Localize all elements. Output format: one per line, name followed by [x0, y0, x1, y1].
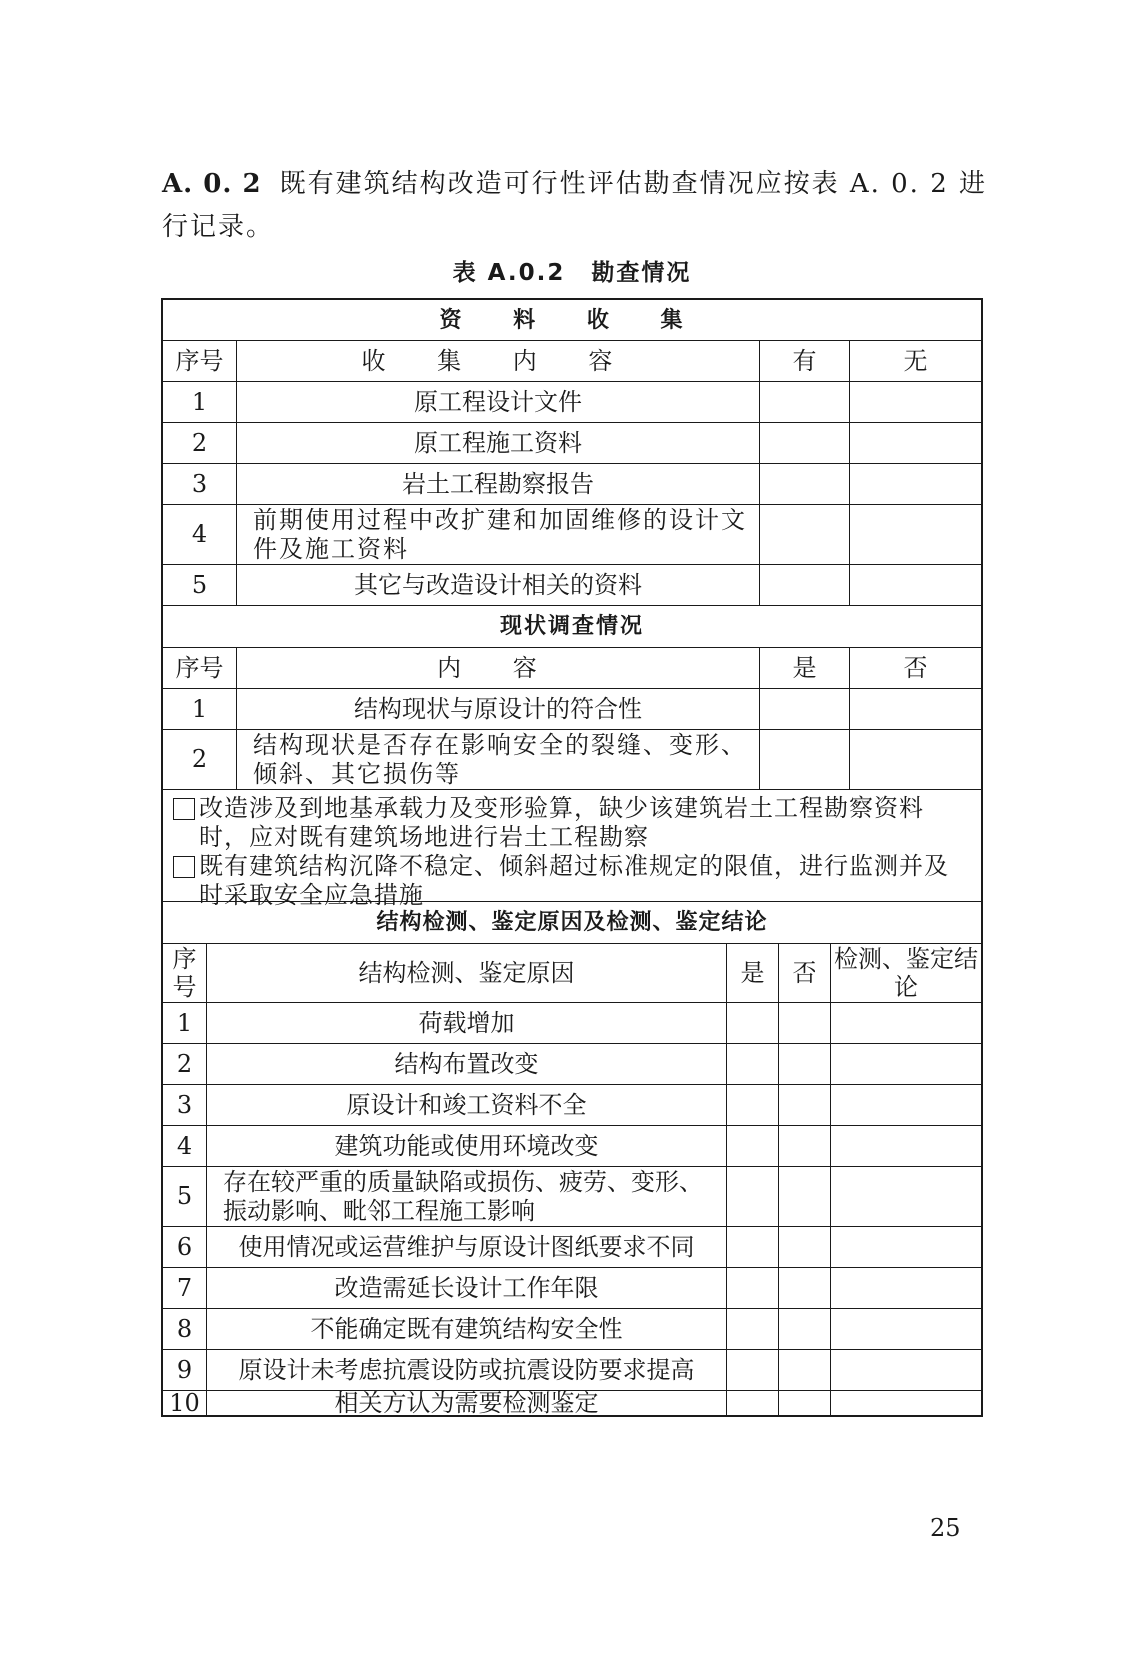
checkbox-cell-yes[interactable] [727, 1309, 779, 1349]
row-number: 7 [163, 1268, 207, 1308]
row-reason: 改造需延长设计工作年限 [207, 1268, 727, 1308]
row-content: 结构现状与原设计的符合性 [237, 689, 760, 729]
checkbox-cell-yes[interactable] [760, 423, 850, 463]
row-number: 1 [163, 382, 237, 422]
section3-header-yes: 是 [727, 944, 779, 1002]
conclusion-cell[interactable] [831, 1085, 981, 1125]
row-reason: 相关方认为需要检测鉴定 [207, 1391, 727, 1415]
conclusion-cell[interactable] [831, 1350, 981, 1390]
section1-header-no: 序号 [163, 341, 237, 381]
checkbox-cell-yes[interactable] [760, 464, 850, 504]
section1-header-no-col: 无 [903, 346, 928, 375]
conclusion-cell[interactable] [831, 1268, 981, 1308]
row-reason: 不能确定既有建筑结构安全性 [207, 1309, 727, 1349]
conclusion-cell[interactable] [831, 1003, 981, 1043]
row-number: 3 [163, 1085, 207, 1125]
row-reason: 原设计未考虑抗震设防或抗震设防要求提高 [207, 1350, 727, 1390]
table-row [163, 1167, 981, 1227]
section2-header-content: 内 容 [237, 648, 760, 688]
section1-title-row [163, 300, 981, 341]
section3-title-row [163, 902, 981, 944]
checkbox-cell-yes[interactable] [727, 1003, 779, 1043]
section2-notes-row [163, 790, 981, 909]
row-number: 5 [163, 1167, 207, 1226]
row-number: 4 [163, 505, 237, 564]
section1-header-row [163, 341, 981, 382]
section3-header-conclusion: 检测、鉴定结论 [834, 945, 978, 1001]
conclusion-cell[interactable] [831, 1227, 981, 1267]
checkbox-icon[interactable] [173, 856, 195, 878]
section3-header-reason: 结构检测、鉴定原因 [207, 944, 727, 1002]
row-reason: 建筑功能或使用环境改变 [207, 1126, 727, 1166]
table-row [163, 1044, 981, 1085]
row-number: 9 [163, 1350, 207, 1390]
table-caption-label: 表 A.0.2 [452, 260, 566, 286]
notes-block [163, 790, 981, 909]
conclusion-cell[interactable] [831, 1309, 981, 1349]
clause-text: 既有建筑结构改造可行性评估勘查情况应按表 A. 0. 2 进行记录。 [162, 169, 988, 242]
checkbox-cell-yes[interactable] [727, 1350, 779, 1390]
section1-title: 资 料 收 集 [439, 307, 705, 333]
section1-header-content: 收 集 内 容 [237, 341, 760, 381]
row-reason: 结构布置改变 [207, 1044, 727, 1084]
row-number: 2 [163, 1044, 207, 1084]
table-row [163, 1085, 981, 1126]
checkbox-cell-no[interactable] [850, 730, 981, 789]
checkbox-cell-no[interactable] [850, 464, 981, 504]
table-row [163, 1126, 981, 1167]
table-row [163, 1003, 981, 1044]
checkbox-icon[interactable] [173, 798, 195, 820]
table-row [163, 689, 981, 730]
table-caption-title: 勘查情况 [591, 260, 692, 286]
table-row [163, 1227, 981, 1268]
checkbox-cell-yes[interactable] [727, 1126, 779, 1166]
row-number: 10 [163, 1391, 207, 1415]
section2-header-no: 序号 [163, 648, 237, 688]
checkbox-cell-no[interactable] [850, 689, 981, 729]
conclusion-cell[interactable] [831, 1391, 981, 1415]
checkbox-cell-yes[interactable] [760, 689, 850, 729]
conclusion-cell[interactable] [831, 1126, 981, 1166]
checkbox-cell-no[interactable] [779, 1268, 831, 1308]
checkbox-cell-no[interactable] [779, 1003, 831, 1043]
checkbox-cell-yes[interactable] [760, 505, 850, 564]
row-reason: 使用情况或运营维护与原设计图纸要求不同 [207, 1227, 727, 1267]
page-number: 25 [930, 1514, 961, 1542]
table-row [163, 730, 981, 790]
checkbox-cell-yes[interactable] [727, 1044, 779, 1084]
checkbox-cell-no[interactable] [779, 1085, 831, 1125]
checkbox-cell-no[interactable] [779, 1167, 831, 1226]
row-number: 4 [163, 1126, 207, 1166]
row-number: 8 [163, 1309, 207, 1349]
section2-header-no-col: 否 [903, 653, 928, 682]
checkbox-cell-yes[interactable] [760, 730, 850, 789]
checkbox-cell-no[interactable] [779, 1391, 831, 1415]
table-row [163, 382, 981, 423]
note-text: 既有建筑结构沉降不稳定、倾斜超过标准规定的限值，进行监测并及时采取安全应急措施 [199, 852, 949, 909]
checkbox-cell-no[interactable] [779, 1309, 831, 1349]
section3-header-row [163, 944, 981, 1003]
checkbox-cell-yes[interactable] [727, 1085, 779, 1125]
note-text: 改造涉及到地基承载力及变形验算，缺少该建筑岩土工程勘察资料时，应对既有建筑场地进行岩土工程勘察 [199, 794, 924, 851]
row-content: 原工程设计文件 [237, 382, 760, 422]
table-row [163, 1309, 981, 1350]
checkbox-cell-no[interactable] [850, 565, 981, 605]
table-row [163, 505, 981, 565]
section2-header-row [163, 648, 981, 689]
section3-title: 结构检测、鉴定原因及检测、鉴定结论 [376, 910, 768, 935]
row-reason: 原设计和竣工资料不全 [207, 1085, 727, 1125]
checkbox-cell-yes[interactable] [727, 1167, 779, 1226]
checkbox-cell-no[interactable] [779, 1044, 831, 1084]
row-content: 前期使用过程中改扩建和加固维修的设计文件及施工资料 [237, 505, 760, 564]
row-number: 1 [163, 1003, 207, 1043]
section3-header-no-col: 否 [779, 944, 831, 1002]
row-number: 5 [163, 565, 237, 605]
section2-title: 现状调查情况 [499, 614, 644, 639]
table-row [163, 1268, 981, 1309]
table-caption [162, 254, 982, 287]
row-content: 岩土工程勘察报告 [237, 464, 760, 504]
conclusion-cell[interactable] [831, 1167, 981, 1226]
checkbox-cell-yes[interactable] [760, 382, 850, 422]
row-number: 2 [163, 423, 237, 463]
table-row [163, 1350, 981, 1391]
checkbox-cell-no[interactable] [850, 382, 981, 422]
section2-header-yes: 是 [760, 648, 850, 688]
row-number: 3 [163, 464, 237, 504]
note-item [173, 794, 971, 852]
row-number: 2 [163, 730, 237, 789]
table-row [163, 565, 981, 606]
checkbox-cell-yes[interactable] [760, 565, 850, 605]
row-content: 结构现状是否存在影响安全的裂缝、变形、倾斜、其它损伤等 [237, 730, 760, 789]
table-row [163, 423, 981, 464]
checkbox-cell-no[interactable] [850, 505, 981, 564]
checkbox-cell-yes[interactable] [727, 1268, 779, 1308]
table-row [163, 1388, 981, 1417]
clause-paragraph [162, 163, 992, 249]
section1-header-yes: 有 [760, 341, 850, 381]
row-reason: 存在较严重的质量缺陷或损伤、疲劳、变形、振动影响、毗邻工程施工影响 [207, 1167, 727, 1226]
survey-table [161, 298, 983, 1417]
row-reason: 荷载增加 [207, 1003, 727, 1043]
checkbox-cell-no[interactable] [850, 423, 981, 463]
section3-header-no: 序号 [163, 944, 207, 1002]
checkbox-cell-no[interactable] [779, 1227, 831, 1267]
checkbox-cell-yes[interactable] [727, 1227, 779, 1267]
row-content: 原工程施工资料 [237, 423, 760, 463]
checkbox-cell-no[interactable] [779, 1350, 831, 1390]
row-number: 6 [163, 1227, 207, 1267]
checkbox-cell-no[interactable] [779, 1126, 831, 1166]
conclusion-cell[interactable] [831, 1044, 981, 1084]
section2-title-row [163, 606, 981, 648]
row-number: 1 [163, 689, 237, 729]
checkbox-cell-yes[interactable] [727, 1391, 779, 1415]
table-row [163, 464, 981, 505]
row-content: 其它与改造设计相关的资料 [237, 565, 760, 605]
clause-number: A. 0. 2 [162, 169, 262, 199]
